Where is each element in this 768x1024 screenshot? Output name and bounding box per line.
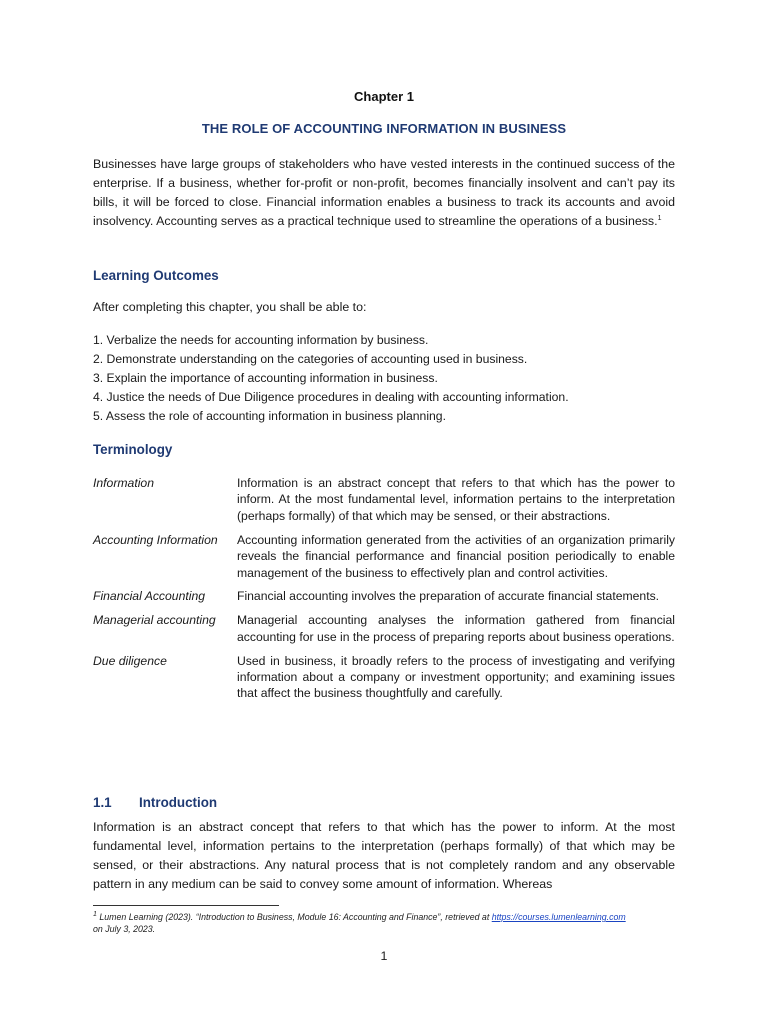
section-title: Introduction (139, 795, 218, 810)
terminology-heading: Terminology (93, 442, 173, 457)
footnote-divider (93, 905, 279, 906)
term-name: Accounting Information (93, 532, 218, 547)
term-row (93, 612, 675, 645)
list-item: 2. Demonstrate understanding on the categories of accounting used in business. (93, 352, 528, 366)
footnote-marker: 1 (93, 911, 97, 919)
footnote-reference: 1 (657, 214, 662, 222)
term-row (93, 532, 675, 581)
term-name: Due diligence (93, 653, 167, 668)
learning-outcomes-list (93, 331, 693, 426)
footnote-date: on July 3, 2023. (93, 924, 156, 934)
term-definition: Used in business, it broadly refers to the process of investigating and verifying information about a company or investment opportunity; and examining issues that affect the business thoughtfully and carefully. (237, 653, 675, 701)
list-item: 3. Explain the importance of accounting information in business. (93, 371, 438, 385)
section-number: 1.1 (93, 795, 112, 810)
term-definition: Information is an abstract concept that refers to that which has the power to inform. At the most fundamental level, information pertains to the interpretation (perhaps formally) of that which may be sensed, or their abstractions. (237, 476, 675, 523)
footnote-text: Lumen Learning (2023). “Introduction to Business, Module 16: Accounting and Finance”, retrieved at (99, 912, 490, 922)
list-item: 4. Justice the needs of Due Diligence procedures in dealing with accounting information. (93, 390, 569, 404)
list-item: 1. Verbalize the needs for accounting information by business. (93, 333, 429, 347)
section-paragraph: Information is an abstract concept that refers to that which has the power to inform. At the most fundamental level, information pertains to the interpretation (perhaps formally) of that which may be sensed, or their abstractions. Any natural process that is not completely random and any observable pattern in any medium can be said to convey some amount of information. Whereas (93, 820, 675, 891)
page-number: 1 (380, 949, 388, 963)
footnote (93, 911, 683, 935)
term-row (93, 475, 675, 524)
chapter-title: THE ROLE OF ACCOUNTING INFORMATION IN BUSINESS (201, 121, 567, 136)
learning-outcomes-heading: Learning Outcomes (93, 268, 219, 283)
term-name: Financial Accounting (93, 589, 206, 604)
term-row (93, 588, 675, 604)
term-name: Managerial accounting (93, 613, 216, 628)
list-item: 5. Assess the role of accounting information in business planning. (93, 409, 446, 423)
learning-outcomes-lead: After completing this chapter, you shall be able to: (93, 300, 367, 314)
chapter-label: Chapter 1 (354, 89, 414, 104)
intro-paragraph-text: Businesses have large groups of stakeholders who have vested interests in the continued success of the enterprise. If a business, whether for-profit or non-profit, becomes financially insolvent and can’t pay its bills, it will be forced to close. Financial information enables a business to track its accounts and avoid insolvency. Accounting serves as a practical technique used to streamline the operations of a business. (93, 157, 675, 228)
term-definition: Accounting information generated from the activities of an organization primarily reveals the financial performance and financial position periodically to enable management of the business to effectively plan and control activities. (237, 532, 675, 580)
footnote-link[interactable]: https://courses.lumenlearning.com (491, 912, 626, 922)
term-name: Information (93, 476, 154, 490)
term-definition: Managerial accounting analyses the information gathered from financial accounting for use in the process of preparing reports about business operations. (237, 613, 675, 644)
terminology-table (93, 475, 675, 709)
term-definition: Financial accounting involves the preparation of accurate financial statements. (237, 589, 660, 604)
intro-paragraph (93, 155, 675, 231)
term-row (93, 653, 675, 702)
